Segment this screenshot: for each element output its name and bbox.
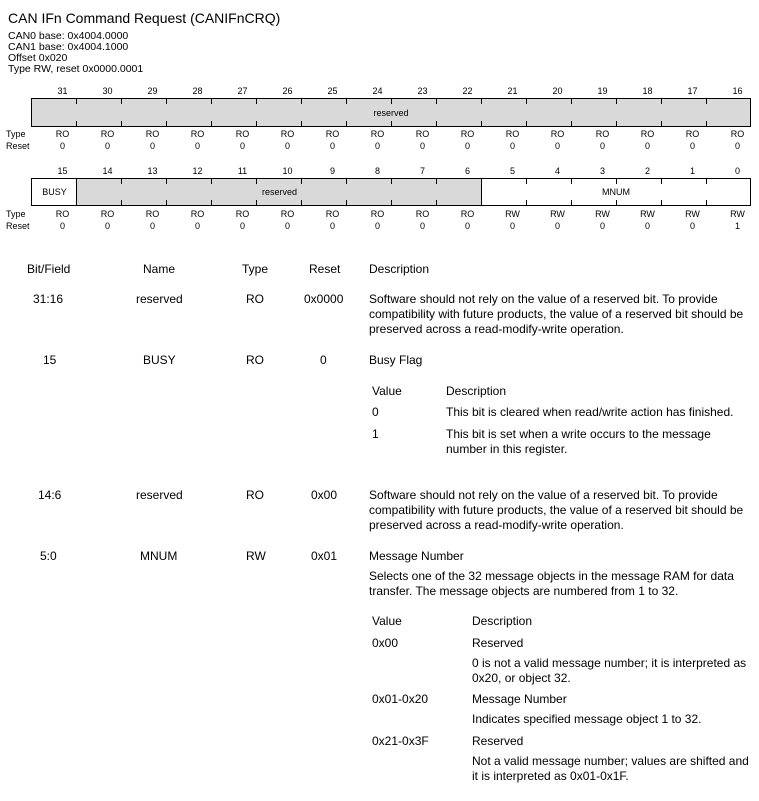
bit-tick xyxy=(166,99,167,104)
cell-type: RO xyxy=(246,292,264,306)
bit-tick xyxy=(526,200,527,205)
bit-tick xyxy=(661,179,662,184)
cell-reset: 0x00 xyxy=(311,488,338,502)
bit-number: 28 xyxy=(192,86,203,96)
bit-reset: 0 xyxy=(689,221,695,231)
cell-bits: 31:16 xyxy=(33,292,64,306)
cell-name: BUSY xyxy=(143,353,176,367)
bit-type: RO xyxy=(370,209,385,219)
bit-reset: 0 xyxy=(194,141,200,151)
cell-description: Software should not rely on the value of a reserved bit. To provide compatibility with future products, the value of a reserved bit should be preserved across a read-modify-write operation. xyxy=(369,488,744,532)
bit-number: 31 xyxy=(57,86,68,96)
bit-number: 3 xyxy=(599,166,605,176)
bit-number: 4 xyxy=(554,166,560,176)
bit-tick xyxy=(346,179,347,184)
bit-number: 5 xyxy=(509,166,515,176)
cell-description: Software should not rely on the value of a reserved bit. To provide compatibility with future products, the value of a reserved bit should be preserved across a read-modify-write operation. xyxy=(369,292,744,336)
bit-type: RW xyxy=(730,209,745,219)
bit-reset: 0 xyxy=(59,141,65,151)
bit-reset: 0 xyxy=(599,141,605,151)
bit-reset: 0 xyxy=(419,141,425,151)
bit-tick xyxy=(256,179,257,184)
can1-base: CAN1 base: 0x4004.1000 xyxy=(8,41,129,53)
bit-reset: 0 xyxy=(239,221,245,231)
field-label: reserved xyxy=(261,187,297,197)
bit-reset: 0 xyxy=(329,141,335,151)
cell-type: RO xyxy=(246,488,264,502)
bit-type: RO xyxy=(145,129,160,139)
cell-name: MNUM xyxy=(140,549,178,563)
bit-reset: 0 xyxy=(644,221,650,231)
bit-reset: 0 xyxy=(149,221,155,231)
bit-reset: 0 xyxy=(689,141,695,151)
value-name: Reserved xyxy=(472,734,524,748)
bit-type: RW xyxy=(640,209,655,219)
bit-tick xyxy=(346,121,347,126)
bit-reset: 0 xyxy=(464,221,470,231)
bit-type: RO xyxy=(460,129,475,139)
bit-type: RO xyxy=(685,129,700,139)
bit-type: RO xyxy=(235,209,250,219)
bit-number: 6 xyxy=(464,166,470,176)
register-title: CAN IFn Command Request (CANIFnCRQ) xyxy=(8,10,281,26)
bit-number: 14 xyxy=(102,166,113,176)
bit-reset: 0 xyxy=(644,141,650,151)
bit-tick xyxy=(526,121,527,126)
bit-type: RO xyxy=(415,129,430,139)
cell-type: RW xyxy=(246,549,266,563)
bit-tick xyxy=(436,121,437,126)
bit-type: RO xyxy=(325,209,340,219)
bit-tick xyxy=(706,179,707,184)
bit-type: RO xyxy=(460,209,475,219)
bit-number: 15 xyxy=(57,166,68,176)
cell-bits: 14:6 xyxy=(38,488,62,502)
bit-tick xyxy=(616,121,617,126)
bit-number: 7 xyxy=(419,166,425,176)
bit-tick xyxy=(76,179,77,184)
value-description: This bit is set when a write occurs to the message number in this register. xyxy=(446,427,711,456)
bit-number: 21 xyxy=(507,86,518,96)
value-code: 1 xyxy=(372,427,379,441)
bit-number: 17 xyxy=(687,86,698,96)
value-description-header: Description xyxy=(472,614,533,628)
bit-number: 1 xyxy=(689,166,695,176)
header-type: Type xyxy=(242,262,269,276)
bit-type: RW xyxy=(595,209,610,219)
bit-number: 12 xyxy=(192,166,203,176)
bit-reset: 0 xyxy=(284,221,290,231)
reset-label-high: Reset xyxy=(6,141,30,151)
field-label: MNUM xyxy=(602,187,630,197)
bit-number: 13 xyxy=(147,166,158,176)
bit-tick xyxy=(481,179,482,184)
bit-type: RO xyxy=(280,129,295,139)
bit-tick xyxy=(481,99,482,104)
bit-type: RO xyxy=(415,209,430,219)
reset-label-low: Reset xyxy=(6,221,30,231)
value-description: 0 is not a valid message number; it is interpreted as 0x20, or object 32. xyxy=(472,656,747,685)
bit-reset: 0 xyxy=(104,141,110,151)
can0-base: CAN0 base: 0x4004.0000 xyxy=(8,30,129,42)
bit-type: RO xyxy=(100,209,115,219)
bit-type: RW xyxy=(685,209,700,219)
bit-tick xyxy=(616,99,617,104)
bit-reset: 0 xyxy=(554,221,560,231)
bit-tick xyxy=(211,200,212,205)
cell-bits: 5:0 xyxy=(40,549,57,563)
bit-tick xyxy=(301,121,302,126)
bit-number: 18 xyxy=(642,86,653,96)
field-busy xyxy=(32,179,77,205)
type-label-high: Type xyxy=(6,129,26,139)
bit-type: RO xyxy=(100,129,115,139)
register-offset: Offset 0x020 xyxy=(8,52,68,64)
bit-reset: 0 xyxy=(284,141,290,151)
value-description: Not a valid message number; values are shifted and it is interpreted as 0x01-0x1F. xyxy=(472,754,749,783)
register-low xyxy=(31,178,751,206)
bit-tick xyxy=(571,99,572,104)
bit-number: 25 xyxy=(327,86,338,96)
bit-tick xyxy=(661,121,662,126)
bit-number: 10 xyxy=(282,166,293,176)
register-high xyxy=(31,98,751,127)
bit-tick xyxy=(76,121,77,126)
bit-number: 20 xyxy=(552,86,563,96)
header-description: Description xyxy=(369,262,430,276)
bit-reset: 0 xyxy=(104,221,110,231)
header-bitfield: Bit/Field xyxy=(27,262,71,276)
bit-tick xyxy=(121,179,122,184)
bit-reset: 0 xyxy=(599,221,605,231)
bit-type: RO xyxy=(280,209,295,219)
cell-bits: 15 xyxy=(43,353,57,367)
bit-type: RO xyxy=(325,129,340,139)
cell-description: Message Number xyxy=(369,549,464,563)
bit-type: RW xyxy=(550,209,565,219)
value-description: Indicates specified message object 1 to 32. xyxy=(472,712,702,726)
bit-number: 24 xyxy=(372,86,383,96)
value-code: 0x01-0x20 xyxy=(372,692,429,706)
field-label: reserved xyxy=(373,107,409,118)
bit-number: 11 xyxy=(237,166,248,176)
bit-type: RO xyxy=(55,209,70,219)
bit-number: 22 xyxy=(462,86,473,96)
cell-name: reserved xyxy=(136,488,183,502)
bit-type: RO xyxy=(370,129,385,139)
bit-tick xyxy=(166,179,167,184)
bit-reset: 0 xyxy=(734,141,740,151)
bit-reset: 0 xyxy=(149,141,155,151)
bit-reset: 0 xyxy=(464,141,470,151)
bit-tick xyxy=(256,200,257,205)
bit-type: RO xyxy=(190,129,205,139)
bit-type: RO xyxy=(190,209,205,219)
bit-tick xyxy=(616,200,617,205)
cell-reset: 0x0000 xyxy=(304,292,344,306)
bit-number: 0 xyxy=(734,166,740,176)
value-header: Value xyxy=(372,614,402,628)
bit-type: RW xyxy=(505,209,520,219)
header-name: Name xyxy=(143,262,176,276)
value-header: Value xyxy=(372,384,402,398)
bit-reset: 0 xyxy=(509,141,515,151)
value-code: 0x00 xyxy=(372,636,399,650)
header-reset: Reset xyxy=(309,262,341,276)
bit-number: 29 xyxy=(147,86,158,96)
bit-type: RO xyxy=(145,209,160,219)
bit-number: 2 xyxy=(644,166,650,176)
register-type-reset: Type RW, reset 0x0000.0001 xyxy=(8,63,144,75)
bit-type: RO xyxy=(640,129,655,139)
bit-tick xyxy=(301,179,302,184)
bit-number: 19 xyxy=(597,86,608,96)
bit-type: RO xyxy=(55,129,70,139)
bit-number: 8 xyxy=(374,166,380,176)
bit-reset: 0 xyxy=(329,221,335,231)
bit-type: RO xyxy=(505,129,520,139)
bit-tick xyxy=(391,121,392,126)
bit-tick xyxy=(391,99,392,104)
bit-tick xyxy=(436,99,437,104)
bit-tick xyxy=(121,200,122,205)
bit-tick xyxy=(121,99,122,104)
bit-tick xyxy=(301,200,302,205)
bit-reset: 0 xyxy=(419,221,425,231)
bit-tick xyxy=(76,99,77,104)
cell-type: RO xyxy=(246,353,264,367)
value-description: This bit is cleared when read/write action has finished. xyxy=(446,405,734,419)
cell-reset: 0 xyxy=(320,353,327,367)
bit-type: RO xyxy=(235,129,250,139)
bit-reset: 0 xyxy=(59,221,65,231)
bit-tick xyxy=(391,179,392,184)
bit-tick xyxy=(481,200,482,205)
bit-tick xyxy=(571,200,572,205)
value-name: Reserved xyxy=(472,636,524,650)
bit-tick xyxy=(211,99,212,104)
bit-tick xyxy=(211,121,212,126)
bit-reset: 0 xyxy=(374,221,380,231)
bit-number: 23 xyxy=(417,86,428,96)
bit-tick xyxy=(706,99,707,104)
bit-number: 27 xyxy=(237,86,248,96)
bit-tick xyxy=(301,99,302,104)
bit-reset: 0 xyxy=(554,141,560,151)
bit-number: 26 xyxy=(282,86,293,96)
bit-tick xyxy=(661,200,662,205)
bit-tick xyxy=(436,200,437,205)
bit-tick xyxy=(166,200,167,205)
field-label: BUSY xyxy=(42,187,67,197)
bit-tick xyxy=(526,99,527,104)
bit-tick xyxy=(526,179,527,184)
bit-tick xyxy=(571,179,572,184)
bit-reset: 0 xyxy=(509,221,515,231)
cell-detail: Selects one of the 32 message objects in the message RAM for data transfer. The message objects are numbered from 1 to 32. xyxy=(369,569,734,598)
bit-tick xyxy=(166,121,167,126)
bit-tick xyxy=(706,200,707,205)
bit-tick xyxy=(661,99,662,104)
bit-reset: 0 xyxy=(194,221,200,231)
bit-number: 9 xyxy=(329,166,335,176)
bit-tick xyxy=(76,200,77,205)
bit-tick xyxy=(121,121,122,126)
value-code: 0x21-0x3F xyxy=(372,734,429,748)
bit-tick xyxy=(256,99,257,104)
bit-tick xyxy=(481,121,482,126)
value-code: 0 xyxy=(372,405,379,419)
bit-reset: 0 xyxy=(239,141,245,151)
bit-tick xyxy=(391,200,392,205)
bit-tick xyxy=(211,179,212,184)
bit-tick xyxy=(616,179,617,184)
bit-reset: 0 xyxy=(374,141,380,151)
cell-reset: 0x01 xyxy=(311,549,338,563)
bit-number: 16 xyxy=(732,86,743,96)
bit-type: RO xyxy=(595,129,610,139)
bit-tick xyxy=(346,99,347,104)
bit-reset: 1 xyxy=(734,221,740,231)
bit-tick xyxy=(256,121,257,126)
bit-tick xyxy=(436,179,437,184)
value-description-header: Description xyxy=(446,384,507,398)
value-name: Message Number xyxy=(472,692,567,706)
bit-tick xyxy=(706,121,707,126)
cell-description: Busy Flag xyxy=(369,353,423,367)
bit-tick xyxy=(346,200,347,205)
field-reserved-low xyxy=(77,179,482,205)
bit-tick xyxy=(571,121,572,126)
bit-number: 30 xyxy=(102,86,113,96)
cell-name: reserved xyxy=(136,292,183,306)
type-label-low: Type xyxy=(6,209,26,219)
bit-type: RO xyxy=(730,129,745,139)
bit-type: RO xyxy=(550,129,565,139)
